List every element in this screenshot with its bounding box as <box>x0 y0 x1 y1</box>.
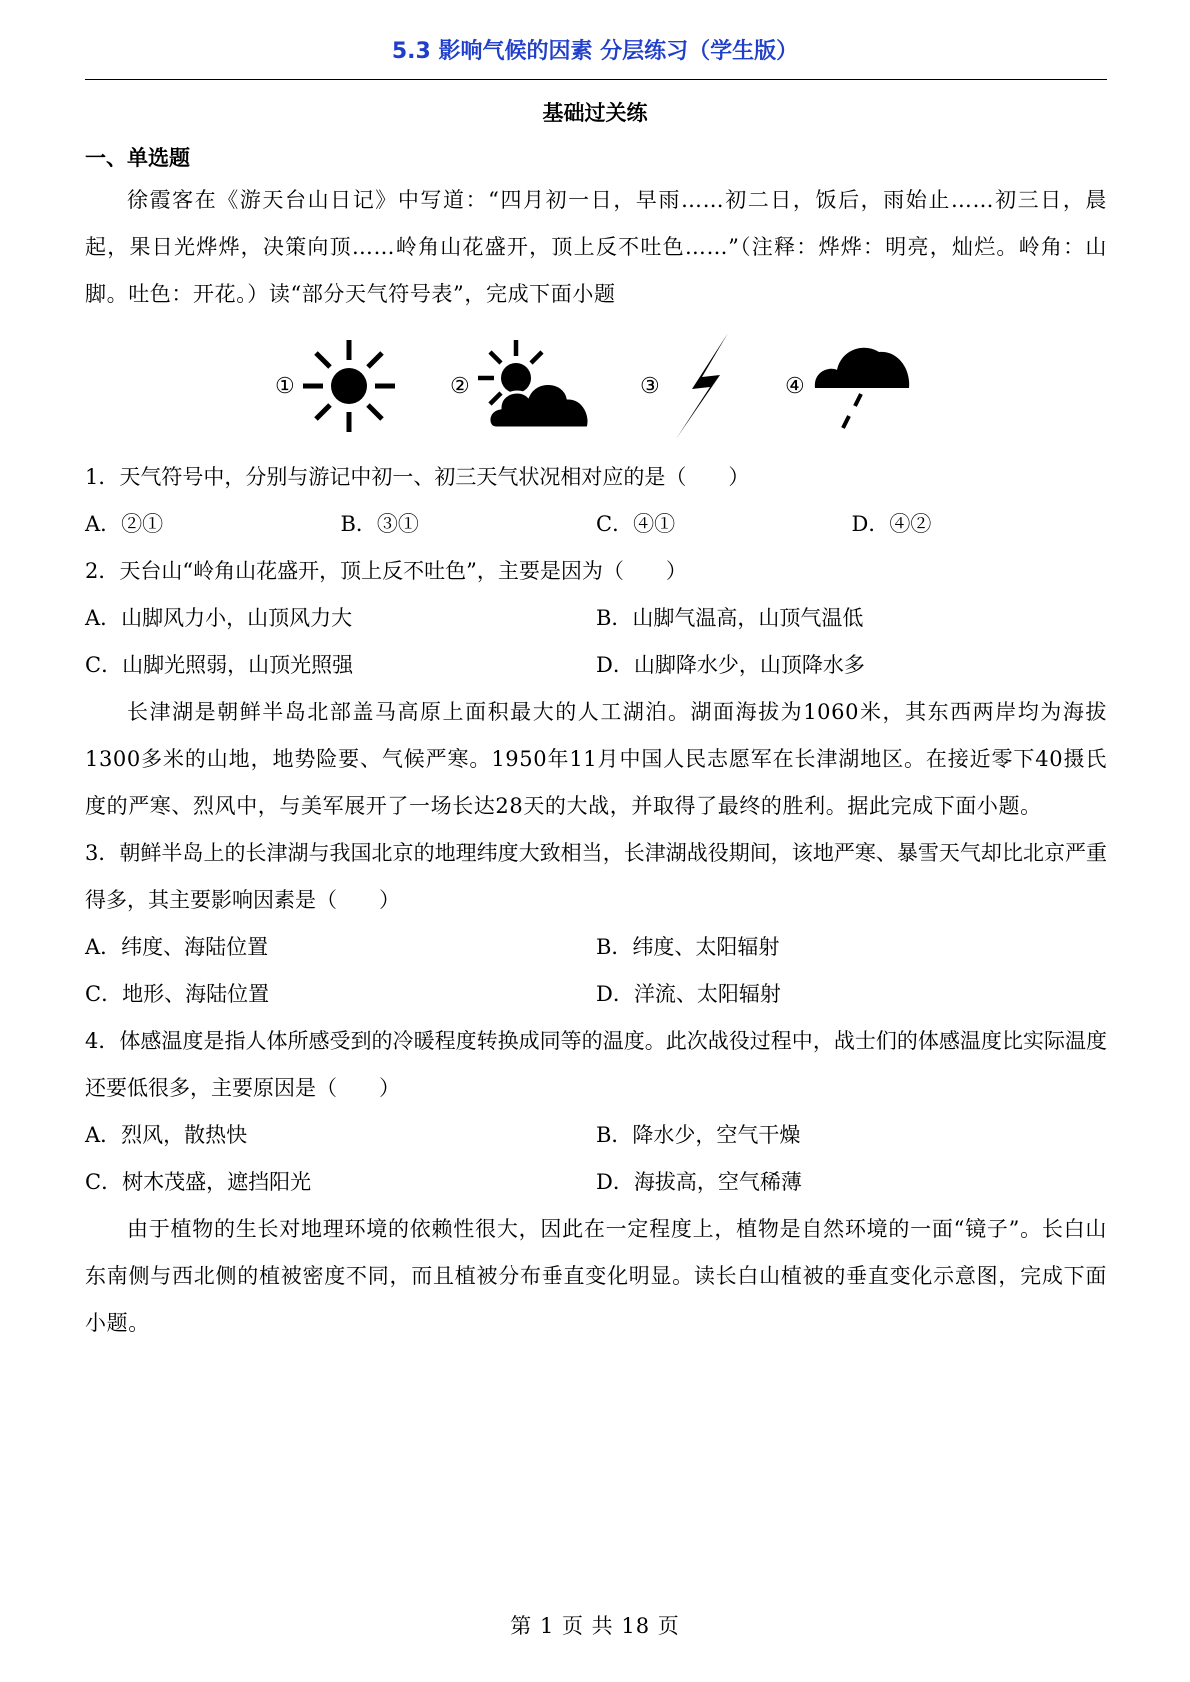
passage-1: 徐霞客在《游天台山日记》中写道：“四月初一日，早雨……初二日，饭后，雨始止……初三日，晨起，果日光烨烨，决策向顶……岭角山花盛开，顶上反不吐色……”（注释：烨烨：明亮，灿烂。岭角：山脚。吐色：开花。）读“部分天气符号表”，完成下面小题 <box>85 188 1107 306</box>
sun-icon <box>301 338 397 434</box>
section-title: 基础过关练 <box>542 101 648 125</box>
weather-symbol-table <box>85 318 1107 454</box>
option-d: D．海拔高，空气稀薄 <box>596 1170 802 1194</box>
rain-cloud-icon <box>811 336 916 436</box>
option-a: A．烈风，散热快 <box>85 1123 248 1147</box>
part-heading: 一、单选题 <box>85 146 190 170</box>
weather-symbol-3 <box>640 318 736 454</box>
weather-symbol-1 <box>275 318 397 454</box>
option-d: D．④② <box>851 512 932 536</box>
passage-3: 由于植物的生长对地理环境的依赖性很大，因此在一定程度上，植物是自然环境的一面“镜子”。长白山东南侧与西北侧的植被密度不同，而且植被分布垂直变化明显。读长白山植被的垂直变化示意图，完成下面小题。 <box>85 1217 1107 1335</box>
sun-behind-cloud-icon <box>476 336 596 436</box>
option-c: C．④① <box>596 512 676 536</box>
question-1-stem: 1．天气符号中，分别与游记中初一、初三天气状况相对应的是（ ） <box>85 465 750 489</box>
option-a: A．②① <box>85 512 164 536</box>
weather-symbol-2 <box>450 318 596 454</box>
question-1-options <box>85 501 1107 548</box>
symbol-number: ① <box>275 373 295 399</box>
symbol-number: ③ <box>640 373 660 399</box>
passage-2: 长津湖是朝鲜半岛北部盖马高原上面积最大的人工湖泊。湖面海拔为1060米，其东西两岸均为海拔1300多米的山地，地势险要、气候严寒。1950年11月中国人民志愿军在长津湖地区。在接近零下40摄氏度的严寒、烈风中，与美军展开了一场长达28天的大战，并取得了最终的胜利。据此完成下面小题。 <box>85 700 1107 818</box>
option-d: D．山脚降水少，山顶降水多 <box>596 653 865 677</box>
option-c: C．地形、海陆位置 <box>85 982 270 1006</box>
question-4-options <box>85 1112 1107 1206</box>
weather-symbol-4 <box>785 318 916 454</box>
question-3-options <box>85 924 1107 1018</box>
lightning-icon <box>666 331 736 441</box>
question-2-options <box>85 595 1107 689</box>
option-b: B．降水少，空气干燥 <box>596 1123 801 1147</box>
header-rule <box>85 79 1107 80</box>
option-b: B．山脚气温高，山顶气温低 <box>596 606 864 630</box>
symbol-number: ② <box>450 373 470 399</box>
page-title: 5.3 影响气候的因素 分层练习（学生版） <box>391 39 799 64</box>
option-c: C．山脚光照弱，山顶光照强 <box>85 653 354 677</box>
question-3-stem: 3．朝鲜半岛上的长津湖与我国北京的地理纬度大致相当，长津湖战役期间，该地严寒、暴雪天气却比北京严重得多，其主要影响因素是（ ） <box>85 841 1107 912</box>
option-c: C．树木茂盛，遮挡阳光 <box>85 1170 312 1194</box>
option-b: B．③① <box>340 512 419 536</box>
page-footer: 第 1 页 共 18 页 <box>510 1614 680 1638</box>
content <box>85 177 1107 1347</box>
option-a: A．山脚风力小，山顶风力大 <box>85 606 353 630</box>
symbol-number: ④ <box>785 373 805 399</box>
question-4-stem: 4．体感温度是指人体所感受到的冷暖程度转换成同等的温度。此次战役过程中，战士们的体感温度比实际温度还要低很多，主要原因是（ ） <box>85 1029 1107 1100</box>
question-2-stem: 2．天台山“岭角山花盛开，顶上反不吐色”，主要是因为（ ） <box>85 559 687 583</box>
option-d: D．洋流、太阳辐射 <box>596 982 781 1006</box>
option-b: B．纬度、太阳辐射 <box>596 935 780 959</box>
option-a: A．纬度、海陆位置 <box>85 935 269 959</box>
